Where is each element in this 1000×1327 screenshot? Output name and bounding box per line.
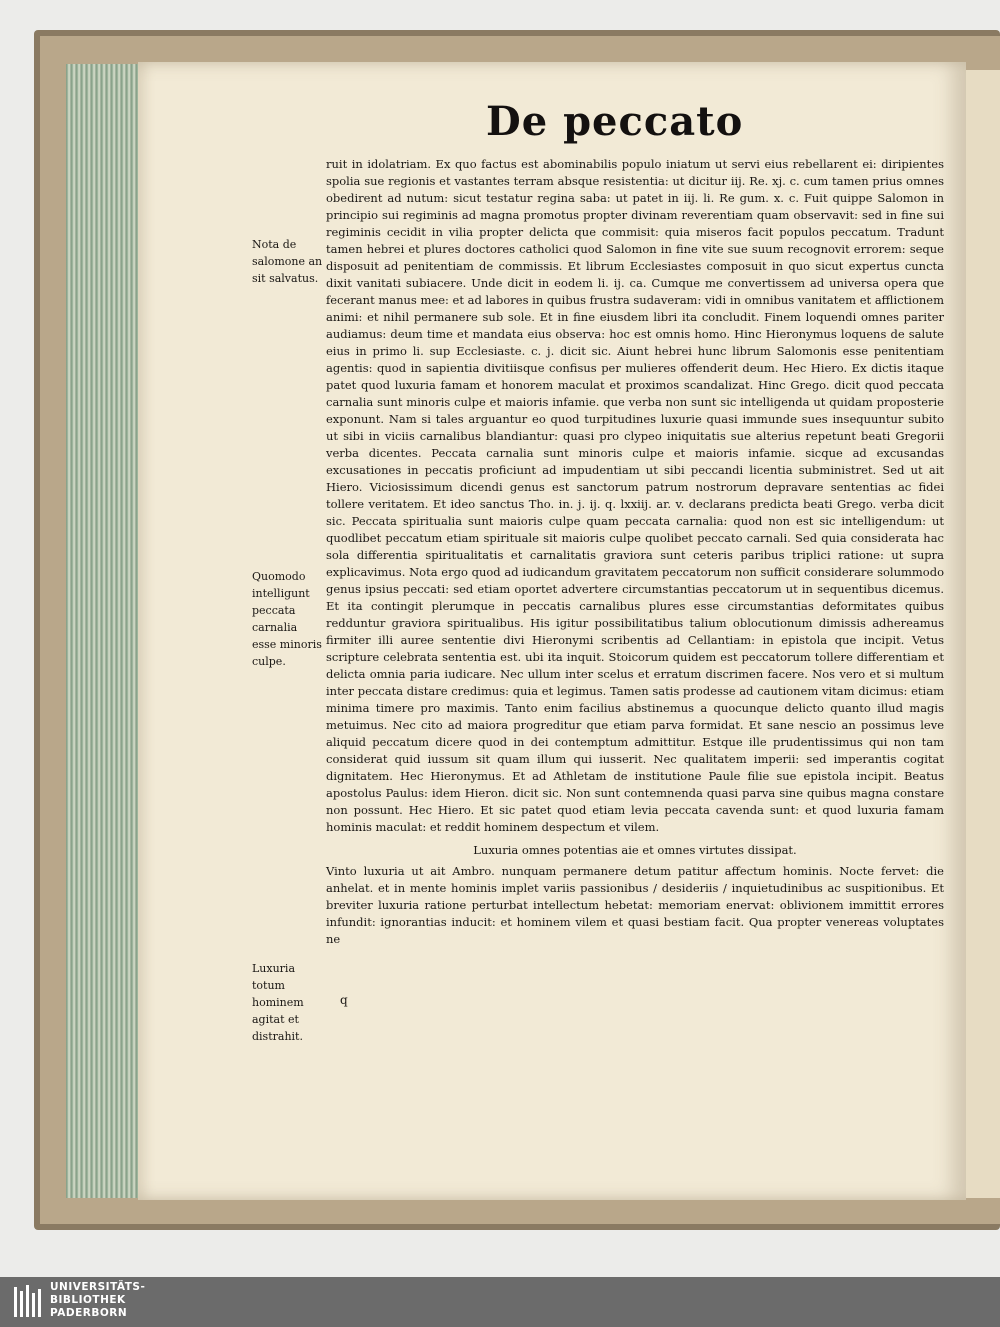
running-head: De peccato (486, 98, 744, 145)
center-heading: Luxuria omnes potentias aie et omnes virtutes dissipat. (473, 843, 797, 857)
closing-paragraph: Vinto luxuria ut ait Ambro. nunquam permanere detum patitur affectum hominis. Nocte fervet: die anhelat. et in mente hominis implet variis passionibus / desideriis / inquietudinibus ac suspitionibus. Et breviter luxuria ratione perturbat intellectum hebetat: memoriam enervat: oblivionem immittit errores infundit: ignorantias inducit: et hominem vilem et quasi bestiam facit. Qua propter venereas voluptates ne (326, 864, 944, 946)
logo-line: UNIVERSITÄTS- (50, 1281, 146, 1293)
marginal-note-carnalia: Quomodo intelligunt peccata carnalia esse minoris culpe. (252, 570, 322, 668)
paragraph-letter: q (340, 993, 348, 1007)
logo-line: PADERBORN (50, 1307, 128, 1319)
marginal-note-luxuria: Luxuria totum hominem agitat et distrahit. (252, 962, 304, 1043)
logo-line: BIBLIOTHEK (50, 1294, 126, 1306)
library-logo-icon (12, 1283, 42, 1321)
footer-band (0, 1277, 1000, 1327)
marginal-note-salomon: Nota de salomone an sit salvatus. (252, 238, 323, 285)
facing-page-edge (964, 70, 1000, 1198)
library-logo-text (50, 1281, 145, 1320)
main-text-block (326, 156, 944, 948)
main-paragraph: ruit in idolatriam. Ex quo factus est abominabilis populo iniatum ut servi eius rebellarent ei: diripientes spolia sue regionis et vastantes terram absque resistentia: ut dicitur iij. Re. xj. c. cum tamen prius omnes obedirent ad nutum: sicut testatur regina saba: ut patet in iij. li. Re gum. x. c. Fuit quippe Salomon in principio sui regiminis ad magna promotus propter divinam reverentiam quam observavit: sed in fine sui regiminis cecidit in vilia propter delicta que commisit: quia miseros facit populos peccatum. Tradunt tamen hebrei et plures doctores catholici quod Salomon in fine vite sue suum recognovit errorem: seque disposuit ad penitentiam de commissis. Et librum Ecclesiastes composuit in quo sicut expertus cuncta dixit vanitati subiacere. Unde dicit in eodem li. ij. ca. Cumque me convertissem ad universa opera que fecerant manus mee: et ad labores in quibus frustra sudaveram: vidi in omnibus vanitatem et afflictionem animi: et nihil permanere sub sole. Et in fine eiusdem libri ita concludit. Finem loquendi omnes pariter audiamus: deum time et mandata eius observa: hoc est omnis homo. Hinc Hieronymus loquens de salute eius in primo li. sup Ecclesiaste. c. j. dicit sic. Aiunt hebrei hunc librum Salomonis esse penitentiam agentis: quod in sapientia divitiisque confisus per mulieres offenderit deum. Hec Hiero. Ex dictis itaque patet quod luxuria famam et honorem maculat et proximos scandalizat. Hinc Grego. dicit quod peccata carnalia sunt minoris culpe et maioris infamie. que verba non sunt sic intelligenda ut quidam proposterie exponunt. Nam si tales arguantur eo quod turpitudines luxurie quasi immunde sues insequuntur subito ut sibi in viciis carnalibus blandiantur: quasi pro clypeo iniquitatis sue alterius repetunt beati Gregorii verba dicentes. Peccata carnalia sunt minoris culpe et maioris infamie. sicque ad excusandas excusationes in peccatis proficiunt ad impudentiam ut sibi peccandi licentia subministret. Sed ut ait Hiero. Viciosissimum dicendi genus est sanctorum patrum nostrorum depravare sententias ac fidei tollere veritatem. Et ideo sanctus Tho. in. j. ij. q. lxxiij. ar. v. declarans predicta beati Grego. verba dicit sic. Peccata spiritualia sunt maioris culpe quam peccata carnalia: quod non est sic intelligendum: ut quodlibet peccatum etiam spirituale sit maioris culpe quolibet peccato carnali. Sed quia considerata hac sola differentia spiritualitatis et carnalitatis graviora sunt ceteris paribus triplici ratione: ut supra explicavimus. Nota ergo quod ad iudicandum gravitatem peccatorum non sufficit considerare solummodo genus ipsius peccati: sed etiam oportet advertere circumstantias peccatorum ut in sequentibus dicemus. Et ita contingit plerumque in peccatis carnalibus plures esse circumstantias deformitates quibus redduntur graviora spiritualibus. His igitur possibilitatibus talium oblocutionum dimissis adhereamus firmiter illi auree sententie divi Hieronymi scribentis ad Cellantiam: in epistola que incipit. Vetus scripture celebrata sententia est. ubi ita inquit. Stoicorum quidem est peccatorum tollere differentiam et delicta omnia paria iudicare. Nec ullum inter scelus et erratum discrimen facere. Nos vero et si multum inter peccata distare credimus: quia et legimus. Tamen satis prodesse ad cautionem vitam dicimus: etiam minima timere pro maximis. Tanto enim facilius abstinemus a quocunque delicto quanto illud magis metuimus. Nec cito ad maiora progreditur que etiam parva formidat. Et sane nescio an possimus leve aliquid peccatum dicere quod in dei contemptum admittitur. Estque ille prudentissimus qui non tam considerat quid iussum sit quam illum qui iusserit. Nec qualitatem imperii: sed imperantis cogitat dignitatem. Hec Hieronymus. Et ad Athletam de institutione Paule filie sue epistola incipit. Beatus apostolus Paulus: idem Hieron. dicit sic. Non sunt contemnenda quasi parva sine quibus magna constare non possunt. Hec Hiero. Et sic patet quod etiam levia peccata cavenda sunt: et quod luxuria famam hominis maculat: et reddit hominem despectum et vilem. (326, 157, 944, 834)
page-edges (66, 64, 144, 1198)
